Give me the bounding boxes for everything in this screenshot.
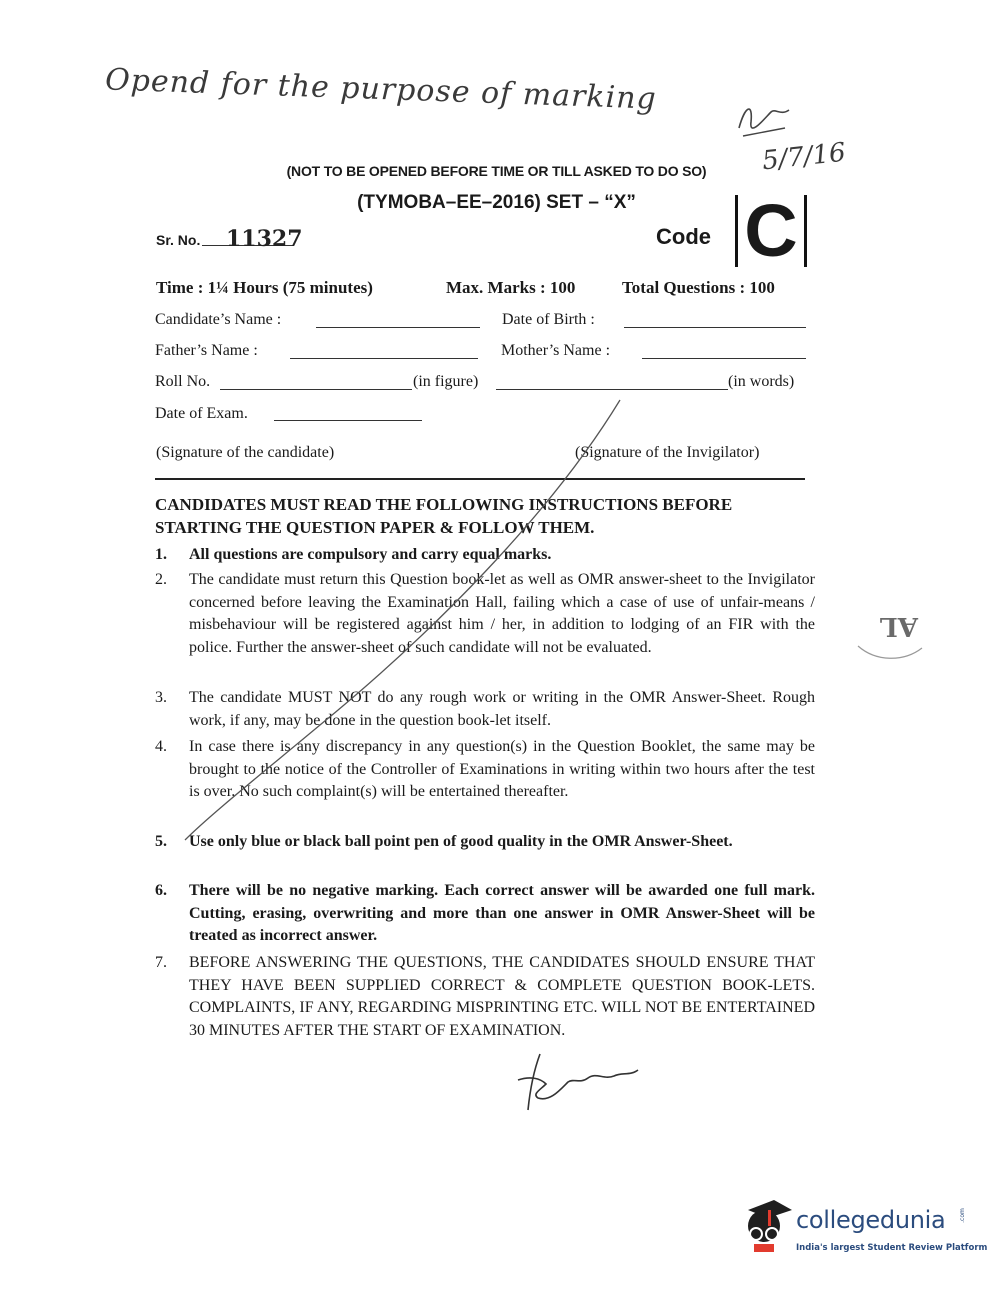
dob-field[interactable] bbox=[624, 327, 806, 328]
father-name-label: Father’s Name : bbox=[155, 342, 258, 359]
time-info: Time : 1¼ Hours (75 minutes) bbox=[156, 278, 373, 297]
roll-no-label: Roll No. bbox=[155, 373, 211, 390]
in-figure-label: (in figure) bbox=[413, 373, 479, 390]
instruction-text: The candidate must return this Question book-let as well as OMR answer-sheet to the Invigilator concerned before leaving the Examination Hall, failing which a case of use of unfair-means / misbehaviour will be registered against him / her, in addition to lodging of an FIR with the police. Further the answer-sheet of such candidate will not be evaluated. bbox=[189, 571, 815, 656]
mother-name-field[interactable] bbox=[642, 358, 806, 359]
instruction-text: There will be no negative marking. Each correct answer will be awarded one full mark. Cutting, erasing, overwriting and more than one answer in OMR Answer-Sheet will be treated as incorrect answer. bbox=[189, 882, 815, 945]
collegedunia-dotcom: .com bbox=[958, 1208, 966, 1223]
instruction-number: 2. bbox=[155, 571, 167, 588]
examiner-signature bbox=[510, 1050, 650, 1116]
instruction-number: 6. bbox=[155, 882, 167, 899]
mother-name-label: Mother’s Name : bbox=[501, 342, 611, 359]
instruction-text: BEFORE ANSWERING THE QUESTIONS, THE CANDIDATES SHOULD ENSURE THAT THEY HAVE BEEN SUPPLIED CORRECT & COMPLETE QUESTION BOOK-LETS. COMPLAINTS, IF ANY, REGARDING MISPRINTING ETC. WILL NOT BE ENTERTAINED 30 MINUTES AFTER THE START OF EXAMINATION. bbox=[189, 954, 815, 1039]
svg-text:AL: AL bbox=[879, 611, 918, 641]
faint-stamp bbox=[852, 604, 928, 684]
total-questions: Total Questions : 100 bbox=[622, 278, 775, 297]
date-of-exam-label: Date of Exam. bbox=[155, 405, 248, 422]
sr-no-value: 11327 bbox=[226, 226, 303, 252]
code-label: Code bbox=[656, 224, 711, 249]
collegedunia-tagline: India's largest Student Review Platform bbox=[796, 1243, 988, 1253]
instruction-number: 3. bbox=[155, 689, 167, 706]
sr-no-label: Sr. No. bbox=[156, 232, 201, 248]
in-words-label: (in words) bbox=[728, 373, 795, 390]
instruction-text: Use only blue or black ball point pen of good quality in the OMR Answer-Sheet. bbox=[189, 833, 733, 850]
father-name-field[interactable] bbox=[290, 358, 478, 359]
candidate-signature-label: (Signature of the candidate) bbox=[156, 444, 335, 461]
handwritten-note: Opend for the purpose of marking bbox=[104, 62, 658, 117]
candidate-name-label: Candidate’s Name : bbox=[155, 311, 282, 328]
instruction-text: In case there is any discrepancy in any question(s) in the Question Booklet, the same may be brought to the notice of the Controller of Examinations in writing within two hours after the test is over. No such complaint(s) will be entertained thereafter. bbox=[189, 738, 815, 801]
instruction-number: 1. bbox=[155, 546, 167, 563]
handwritten-initial bbox=[735, 98, 793, 142]
diagonal-cancel-stroke bbox=[170, 395, 630, 845]
instruction-number: 7. bbox=[155, 954, 167, 971]
collegedunia-wordmark: collegedunia bbox=[796, 1206, 946, 1234]
dob-label: Date of Birth : bbox=[502, 311, 595, 328]
instruction-item bbox=[155, 880, 815, 948]
instruction-number: 5. bbox=[155, 833, 167, 850]
roll-no-figure-field[interactable] bbox=[220, 389, 412, 390]
instructions-heading: CANDIDATES MUST READ THE FOLLOWING INSTRUCTIONS BEFORE STARTING THE QUESTION PAPER & FOLLOW THEM. bbox=[155, 495, 733, 537]
handwritten-date: 5/7/16 bbox=[760, 137, 848, 177]
invigilator-signature-label: (Signature of the Invigilator) bbox=[575, 444, 760, 461]
instruction-text: All questions are compulsory and carry equal marks. bbox=[189, 546, 552, 563]
roll-no-words-field[interactable] bbox=[496, 389, 728, 390]
instruction-text: The candidate MUST NOT do any rough work or writing in the OMR Answer-Sheet. Rough work, if any, may be done in the question book-let itself. bbox=[189, 689, 815, 729]
instruction-item bbox=[155, 952, 815, 1042]
exam-set-title: (TYMOBA–EE–2016) SET – “X” bbox=[357, 192, 636, 213]
max-marks: Max. Marks : 100 bbox=[446, 278, 576, 297]
code-letter-box: C bbox=[735, 195, 807, 267]
candidate-name-field[interactable] bbox=[316, 327, 480, 328]
instruction-number: 4. bbox=[155, 738, 167, 755]
do-not-open-notice: (NOT TO BE OPENED BEFORE TIME OR TILL ASKED TO DO SO) bbox=[286, 163, 707, 179]
